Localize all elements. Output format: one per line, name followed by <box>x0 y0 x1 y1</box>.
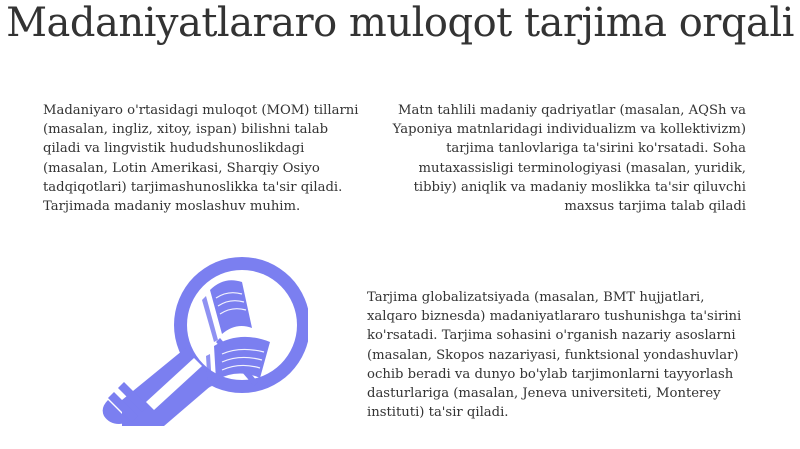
paragraph-globalization: Tarjima globalizatsiyada (masalan, BMT hujjatlari, xalqaro biznesda) madaniyatlararo tushunishga ta'sirini ko'rsatadi. Tarjima sohasini o'rganish nazariy asoslarni (masalan, Skopos nazariyasi, funktsional yondashuvlar) ochib beradi va dunyo bo'ylab tarjimonlarni tayyorlash dasturlariga (masalan, Jeneva universiteti, Monterey instituti) ta'sir qiladi. <box>367 290 742 421</box>
paragraph-intercultural-communication: Madaniyaro o'rtasidagi muloqot (MOM) tillarni (masalan, ingliz, xitoy, ispan) bilishni talab qiladi va lingvistik hududshunoslikdagi (masalan, Lotin Amerikasi, Sharqiy Osiyo tadqiqotlari) tarjimashunoslikka ta'sir qiladi. Tarjimada madaniy moslashuv muhim. <box>43 103 359 215</box>
lightbulb-with-book-icon <box>102 250 308 426</box>
slide-title: Madaniyatlararo muloqot tarjima orqali <box>6 0 794 46</box>
paragraph-text-analysis: Matn tahlili madaniy qadriyatlar (masalan, AQSh va Yaponiya matnlaridagi individualizm va kollektivizm) tarjima tanlovlariga ta'sirini ko'rsatadi. Soha mutaxassisligi terminologiyasi (masalan, yuridik, tibbiy) aniqlik va madaniy moslikka ta'sir qiluvchi maxsus tarjima talab qiladi <box>392 103 746 215</box>
